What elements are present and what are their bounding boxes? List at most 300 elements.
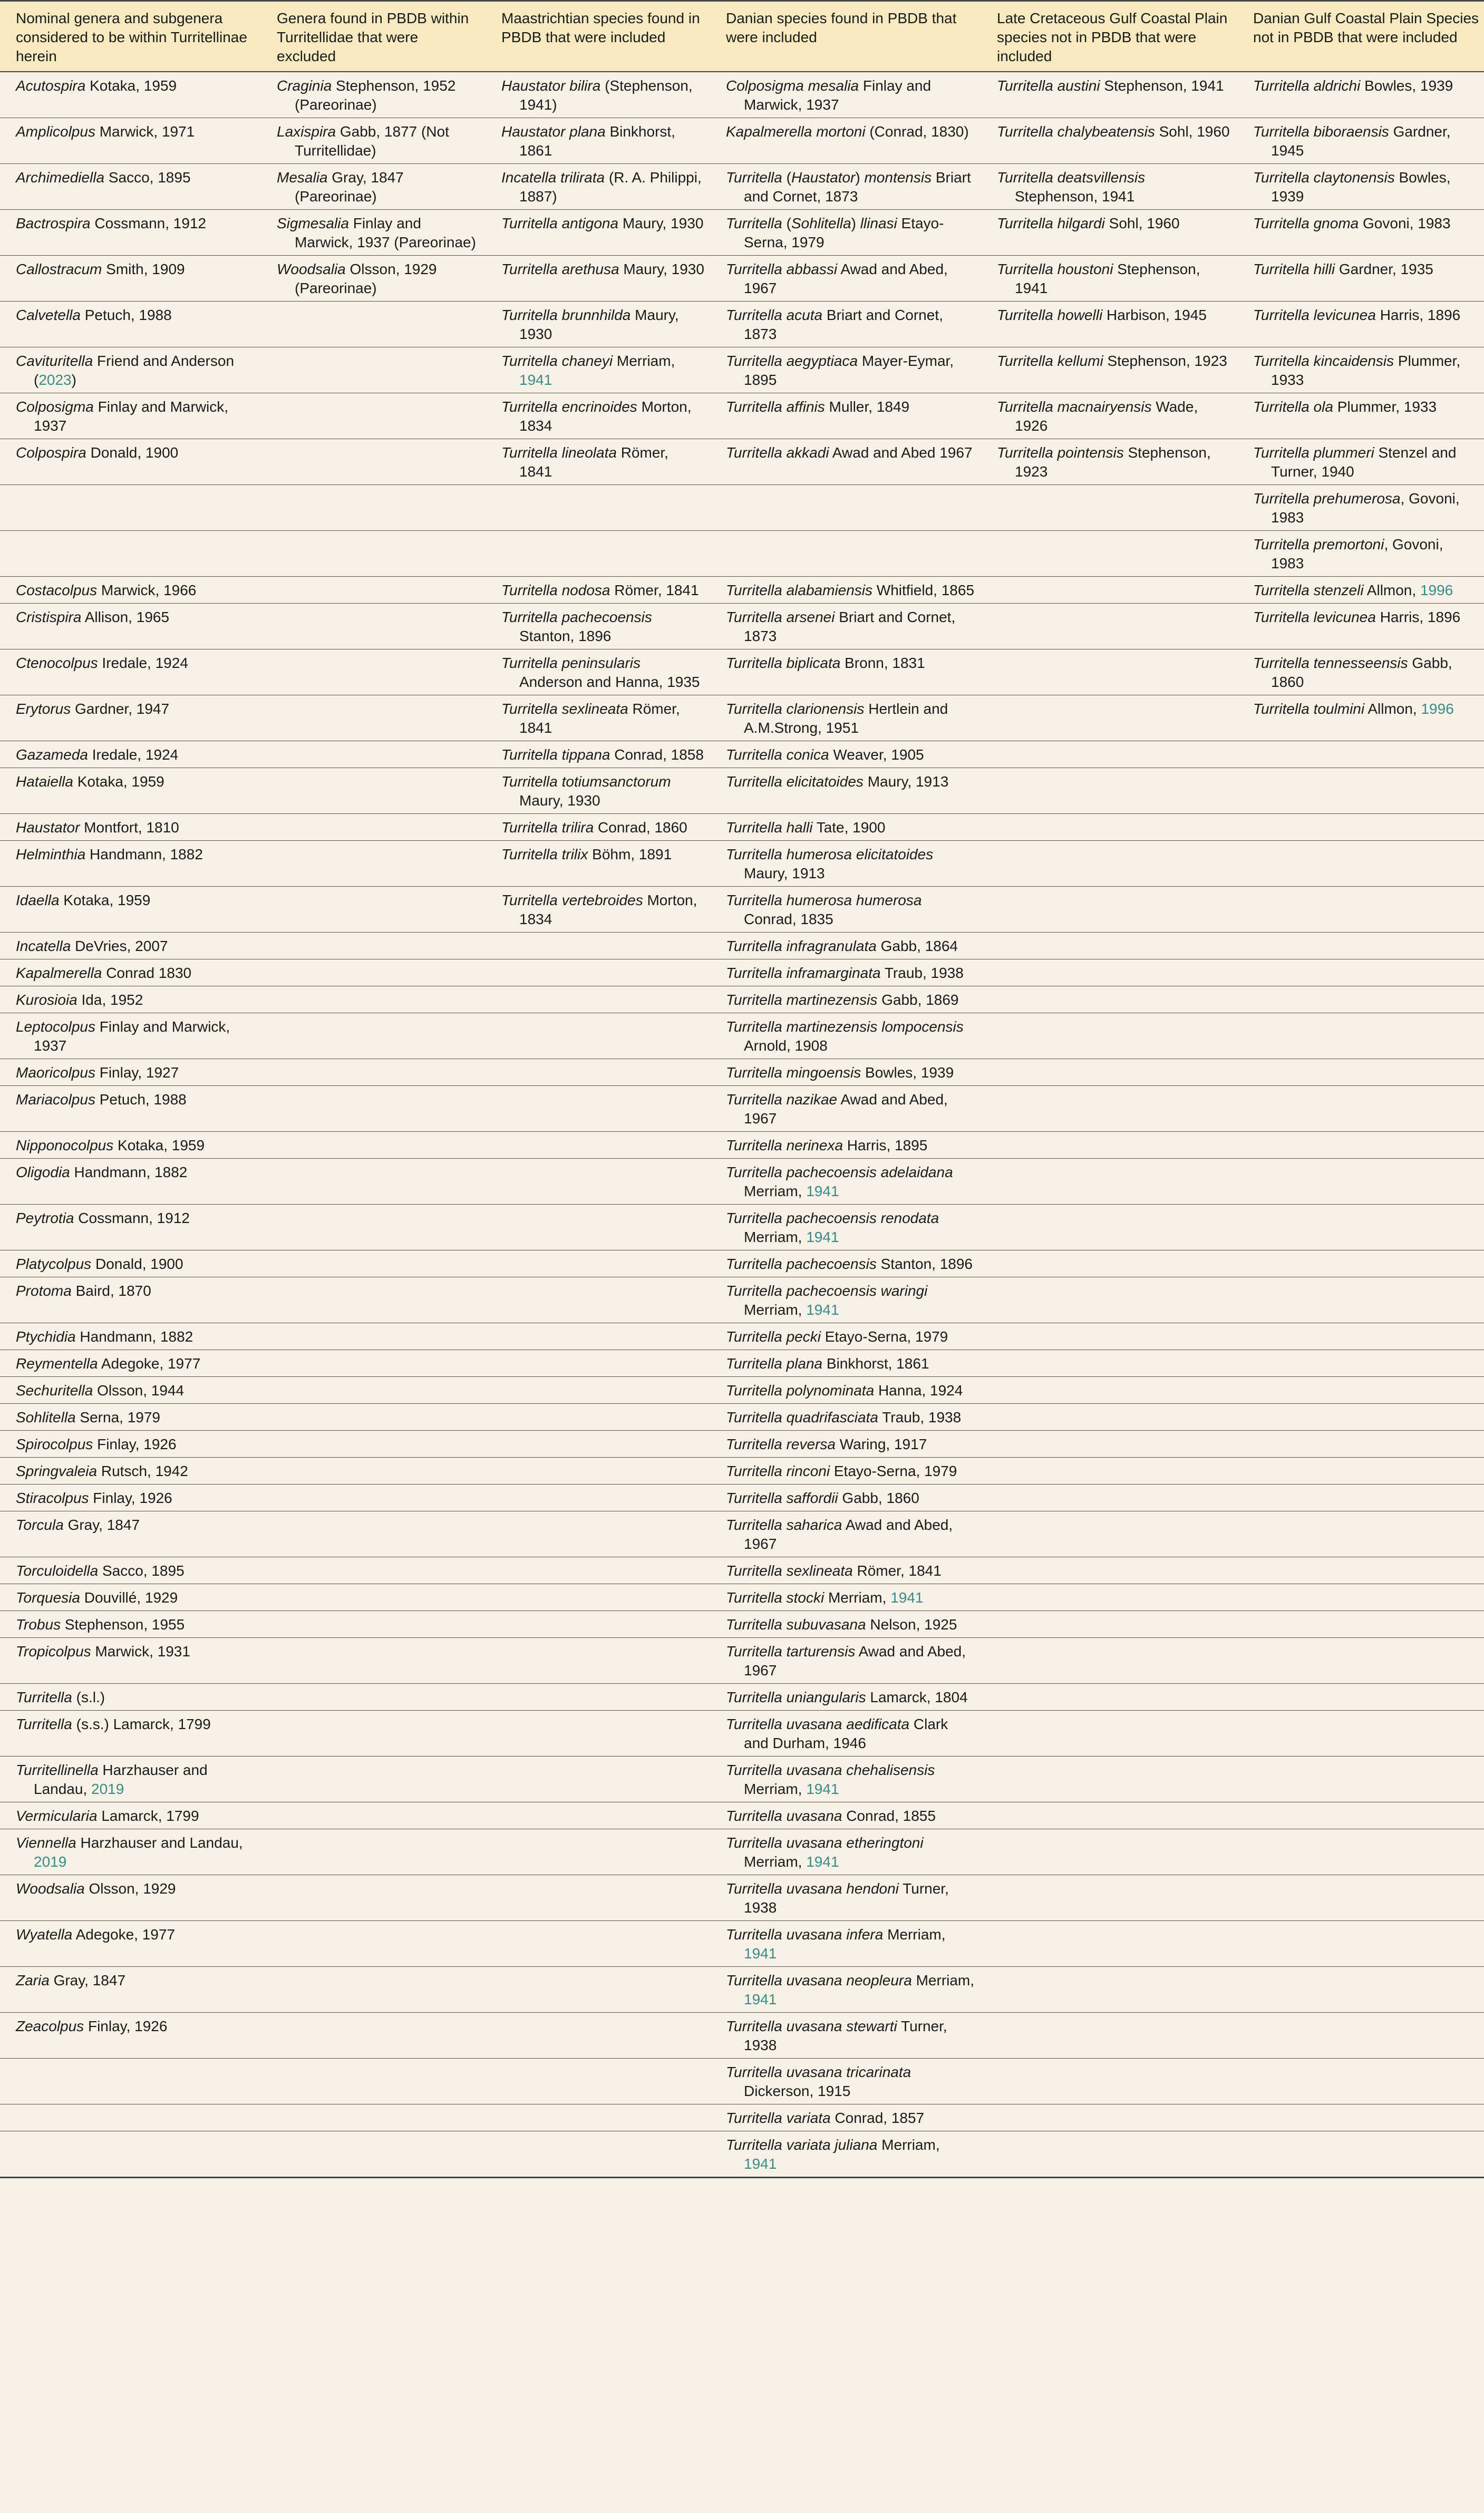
taxon-name: Turritella levicunea (1253, 307, 1376, 323)
taxon-name: Platycolpus (16, 1256, 92, 1272)
late-cretaceous-species-cell (981, 1250, 1237, 1277)
cell-text (277, 168, 480, 206)
danian-gulf-species-cell (1237, 887, 1484, 933)
cell-text (501, 581, 705, 600)
late-cretaceous-species-cell (981, 1484, 1237, 1511)
cell-text (16, 608, 256, 627)
citation-year-link[interactable]: 1941 (806, 1229, 839, 1245)
danian-species-cell (710, 1059, 981, 1086)
authority-text: Stephenson, 1955 (61, 1616, 185, 1633)
danian-species-cell (710, 1458, 981, 1484)
taxon-name: Turritella toulmini (1253, 701, 1365, 717)
cell-text (726, 352, 976, 390)
danian-gulf-species-cell (1237, 393, 1484, 439)
genus-cell (0, 439, 261, 485)
late-cretaceous-species-cell (981, 1684, 1237, 1711)
citation-year-link[interactable]: 1941 (806, 1854, 839, 1870)
genus-cell (0, 604, 261, 649)
cell-text (277, 260, 480, 298)
authority-text: Binkhorst, 1861 (822, 1355, 929, 1372)
citation-year-link[interactable]: 1996 (1421, 701, 1454, 717)
danian-gulf-species-cell (1237, 1921, 1484, 1967)
danian-gulf-species-cell (1237, 72, 1484, 118)
cell-text (1253, 535, 1479, 573)
cell-text (16, 1761, 256, 1799)
authority-text: Waring, 1917 (835, 1436, 927, 1452)
late-cretaceous-species-cell (981, 1132, 1237, 1159)
authority-text: Serna, 1979 (75, 1409, 160, 1425)
table-row (0, 1323, 1484, 1350)
cell-text (726, 2136, 976, 2174)
late-cretaceous-species-cell (981, 1377, 1237, 1404)
late-cretaceous-species-cell (981, 1431, 1237, 1458)
excluded-genus-cell (261, 1484, 486, 1511)
authority-text: Maury, 1913 (863, 773, 949, 790)
genus-cell (0, 959, 261, 986)
cell-text (726, 964, 976, 983)
maastrichtian-species-cell (486, 2013, 710, 2059)
maastrichtian-species-cell (486, 531, 710, 577)
excluded-genus-cell (261, 1277, 486, 1323)
cell-text (16, 214, 256, 233)
maastrichtian-species-cell (486, 887, 710, 933)
taxon-name: Turritella uvasana etheringtoni (726, 1835, 924, 1851)
late-cretaceous-species-cell (981, 1757, 1237, 1802)
cell-text (726, 1615, 976, 1634)
cell-text (16, 397, 256, 435)
table-row (0, 1611, 1484, 1638)
authority-text: Stenzel and Turner, 1940 (1271, 444, 1457, 480)
taxon-name: Cristispira (16, 609, 82, 625)
cell-text (726, 818, 976, 837)
cell-text (16, 1209, 256, 1228)
cell-text (16, 1516, 256, 1535)
danian-gulf-species-cell (1237, 1511, 1484, 1557)
authority-text: Conrad, 1855 (842, 1808, 936, 1824)
danian-species-cell (710, 1921, 981, 1967)
taxon-name: Turritella humerosa humerosa (726, 892, 922, 908)
taxon-name: Turritella mingoensis (726, 1064, 861, 1081)
danian-gulf-species-cell (1237, 210, 1484, 256)
cell-text (726, 1925, 976, 1963)
cell-text (726, 1381, 976, 1400)
cell-text (16, 1561, 256, 1580)
taxon-name: Turritella tippana (501, 746, 610, 763)
taxon-name: Turritella (16, 1689, 72, 1705)
authority-text: Bowles, 1939 (861, 1064, 954, 1081)
cell-text (501, 260, 705, 279)
cell-text (726, 1063, 976, 1082)
excluded-genus-cell (261, 2104, 486, 2131)
taxon-name: Turritella pachecoensis waringi (726, 1283, 928, 1299)
taxon-name: Turritella kellumi (997, 353, 1103, 369)
danian-species-cell (710, 2013, 981, 2059)
cell-text (277, 76, 480, 114)
danian-species-cell (710, 347, 981, 393)
table-row (0, 72, 1484, 118)
taxon-name: Turritella deatsvillensis (997, 169, 1146, 186)
table-row (0, 2013, 1484, 2059)
cell-text (16, 1435, 256, 1454)
late-cretaceous-species-cell (981, 118, 1237, 164)
cell-text (726, 76, 976, 114)
taxon-name: Sechuritella (16, 1382, 93, 1399)
excluded-genus-cell (261, 1875, 486, 1921)
citation-year-link[interactable]: 1941 (744, 2156, 777, 2172)
maastrichtian-species-cell (486, 1458, 710, 1484)
taxon-name: Turritella hilli (1253, 261, 1335, 277)
cell-text (1253, 581, 1479, 600)
maastrichtian-species-cell (486, 1711, 710, 1757)
authority-text: Briart and Cornet, 1873 (744, 609, 956, 644)
taxon-name: Acutospira (16, 77, 86, 94)
excluded-genus-cell (261, 1159, 486, 1205)
authority-text: Adegoke, 1977 (72, 1926, 175, 1943)
taxon-name: Erytorus (16, 701, 71, 717)
excluded-genus-cell (261, 604, 486, 649)
taxon-name: Turritella martinezensis (726, 992, 878, 1008)
danian-species-cell (710, 1205, 981, 1250)
danian-gulf-species-cell (1237, 1711, 1484, 1757)
danian-species-cell (710, 164, 981, 210)
cell-text (16, 1462, 256, 1481)
authority-text: Wade, 1926 (1015, 399, 1198, 434)
danian-species-cell (710, 2104, 981, 2131)
authority-text: (s.s.) Lamarck, 1799 (72, 1716, 211, 1732)
danian-species-cell (710, 1323, 981, 1350)
late-cretaceous-species-cell (981, 1323, 1237, 1350)
cell-text (16, 700, 256, 719)
genus-cell (0, 814, 261, 841)
table-row (0, 695, 1484, 741)
authority-text: Cossmann, 1912 (90, 215, 207, 231)
excluded-genus-cell (261, 1757, 486, 1802)
danian-species-cell (710, 485, 981, 531)
excluded-genus-cell (261, 933, 486, 959)
danian-gulf-species-cell (1237, 1875, 1484, 1921)
danian-species-cell (710, 1511, 981, 1557)
cell-text (1253, 168, 1479, 206)
table-row (0, 1921, 1484, 1967)
maastrichtian-species-cell (486, 393, 710, 439)
maastrichtian-species-cell (486, 1557, 710, 1584)
maastrichtian-species-cell (486, 1638, 710, 1684)
authority-text: Bronn, 1831 (840, 655, 925, 671)
authority-text: Binkhorst, 1861 (519, 123, 675, 159)
late-cretaceous-species-cell (981, 72, 1237, 118)
citation-year-link[interactable]: 1996 (1420, 582, 1453, 598)
cell-text (997, 260, 1232, 298)
authority-text: Sohl, 1960 (1155, 123, 1230, 140)
late-cretaceous-species-cell (981, 933, 1237, 959)
taxon-name: Turritella uvasana aedificata (726, 1716, 910, 1732)
danian-species-cell (710, 604, 981, 649)
taxon-name: Turritella encrinoides (501, 399, 637, 415)
authority-text: Briart and Cornet, 1873 (744, 169, 971, 205)
danian-gulf-species-cell (1237, 1584, 1484, 1611)
table-row (0, 814, 1484, 841)
excluded-genus-cell (261, 695, 486, 741)
taxon-name: Turritella pachecoensis (726, 1256, 877, 1272)
cell-text (726, 1462, 976, 1481)
authority-text: , Govoni, 1983 (1271, 490, 1460, 526)
citation-year-link[interactable]: 2019 (91, 1781, 124, 1797)
authority-text: Traub, 1938 (880, 965, 964, 981)
authority-text: Stephenson, 1941 (1100, 77, 1224, 94)
danian-species-cell (710, 439, 981, 485)
cell-text (16, 1688, 256, 1707)
danian-gulf-species-cell (1237, 347, 1484, 393)
table-row (0, 1511, 1484, 1557)
taxon-name: Tropicolpus (16, 1643, 91, 1660)
taxon-name: Ptychidia (16, 1328, 76, 1345)
maastrichtian-species-cell (486, 1967, 710, 2013)
authority-text: ( (782, 215, 791, 231)
excluded-genus-cell (261, 2131, 486, 2178)
genus-cell (0, 933, 261, 959)
late-cretaceous-species-cell (981, 1875, 1237, 1921)
cell-text (501, 608, 705, 646)
authority-text: Plummer, 1933 (1333, 399, 1437, 415)
authority-text: Maury, 1930 (519, 792, 600, 809)
taxon-name: Protoma (16, 1283, 72, 1299)
danian-species-cell (710, 1404, 981, 1431)
citation-year-link[interactable]: 1941 (806, 1302, 839, 1318)
genus-cell (0, 1059, 261, 1086)
taxon-name: Turritella nodosa (501, 582, 610, 598)
taxon-name: Haustator plana (501, 123, 606, 140)
cell-text (726, 397, 976, 416)
authority-text: Stephenson, 1923 (1103, 353, 1227, 369)
citation-year-link[interactable]: 1941 (890, 1589, 924, 1606)
late-cretaceous-species-cell (981, 577, 1237, 604)
danian-gulf-species-cell (1237, 933, 1484, 959)
maastrichtian-species-cell (486, 933, 710, 959)
maastrichtian-species-cell (486, 814, 710, 841)
taxon-name: Turritella conica (726, 746, 829, 763)
authority-text: Traub, 1938 (878, 1409, 962, 1425)
cell-text (997, 352, 1232, 371)
genus-cell (0, 256, 261, 302)
late-cretaceous-species-cell (981, 439, 1237, 485)
genus-cell (0, 1967, 261, 2013)
citation-year-link[interactable]: 1941 (519, 372, 552, 388)
cell-text (726, 772, 976, 791)
taxon-name: Turritella (16, 1716, 72, 1732)
cell-text (997, 397, 1232, 435)
danian-gulf-species-cell (1237, 1638, 1484, 1684)
late-cretaceous-species-cell (981, 2131, 1237, 2178)
taxon-name: Peytrotia (16, 1210, 74, 1226)
taxon-name: Turritella pecki (726, 1328, 821, 1345)
cell-text (1253, 700, 1479, 719)
danian-gulf-species-cell (1237, 1013, 1484, 1059)
cell-text (16, 991, 256, 1010)
taxon-name: Calvetella (16, 307, 81, 323)
danian-species-cell (710, 256, 981, 302)
danian-gulf-species-cell (1237, 649, 1484, 695)
danian-species-cell (710, 2131, 981, 2178)
cell-text (16, 1282, 256, 1301)
cell-text (1253, 122, 1479, 160)
maastrichtian-species-cell (486, 1323, 710, 1350)
excluded-genus-cell (261, 1611, 486, 1638)
cell-text (501, 845, 705, 864)
late-cretaceous-species-cell (981, 1458, 1237, 1484)
genus-cell (0, 1013, 261, 1059)
authority-text: Handmann, 1882 (85, 846, 203, 862)
authority-text: Harbison, 1945 (1102, 307, 1207, 323)
cell-text (726, 1354, 976, 1373)
authority-text: Kotaka, 1959 (59, 892, 151, 908)
citation-year-link[interactable]: 2023 (38, 372, 72, 388)
genus-cell (0, 393, 261, 439)
taxon-name: Kapalmerella (16, 965, 102, 981)
authority-text: Olsson, 1929 (Pareorinae) (295, 261, 437, 296)
authority-text: Finlay, 1926 (89, 1490, 172, 1506)
excluded-genus-cell (261, 302, 486, 347)
authority-text: Nelson, 1925 (866, 1616, 957, 1633)
cell-text (726, 1255, 976, 1274)
citation-year-link[interactable]: 1941 (806, 1781, 839, 1797)
genus-cell (0, 1484, 261, 1511)
table-row (0, 577, 1484, 604)
excluded-genus-cell (261, 1802, 486, 1829)
cell-text (726, 1715, 976, 1753)
table-row (0, 2131, 1484, 2178)
taxon-name: Gazameda (16, 746, 88, 763)
excluded-genus-cell (261, 1013, 486, 1059)
taxon-name: Turritella halli (726, 819, 813, 836)
danian-species-cell (710, 2059, 981, 2104)
taxon-name: Turritella macnairyensis (997, 399, 1152, 415)
table-row (0, 347, 1484, 393)
late-cretaceous-species-cell (981, 695, 1237, 741)
cell-text (16, 1255, 256, 1274)
taxon-name: Incatella (16, 938, 71, 954)
cell-text (16, 1090, 256, 1109)
authority-text: Rutsch, 1942 (97, 1463, 188, 1479)
excluded-genus-cell (261, 118, 486, 164)
danian-species-cell (710, 1802, 981, 1829)
maastrichtian-species-cell (486, 1484, 710, 1511)
cell-text (1253, 443, 1479, 481)
authority-text: Bowles, 1939 (1271, 169, 1451, 205)
authority-text: Merriam, (744, 1183, 807, 1199)
authority-text: Awad and Abed, 1967 (744, 1643, 966, 1678)
taxon-name: Woodsalia (16, 1880, 85, 1897)
excluded-genus-cell (261, 2059, 486, 2104)
taxon-name: Turritella variata juliana (726, 2137, 878, 2153)
danian-gulf-species-cell (1237, 2104, 1484, 2131)
taxon-name: Turritella inframarginata (726, 965, 881, 981)
citation-year-link[interactable]: 2019 (34, 1854, 67, 1870)
authority-text: Ida, 1952 (77, 992, 143, 1008)
cell-text (726, 1017, 976, 1055)
genus-cell (0, 1829, 261, 1875)
genus-cell (0, 1611, 261, 1638)
authority-text: Olsson, 1929 (84, 1880, 176, 1897)
authority-text: Merriam, (744, 1302, 807, 1318)
late-cretaceous-species-cell (981, 210, 1237, 256)
maastrichtian-species-cell (486, 649, 710, 695)
citation-year-link[interactable]: 1941 (806, 1183, 839, 1199)
excluded-genus-cell (261, 1431, 486, 1458)
authority-text: Gabb, 1864 (876, 938, 958, 954)
table-header (0, 1, 1484, 72)
late-cretaceous-species-cell (981, 986, 1237, 1013)
maastrichtian-species-cell (486, 841, 710, 887)
table-row (0, 1013, 1484, 1059)
authority-text: Maury, 1930 (619, 261, 704, 277)
authority-text: Friend and Anderson ( (34, 353, 235, 388)
authority-text: Baird, 1870 (71, 1283, 151, 1299)
cell-text (726, 1163, 976, 1201)
taxon-name: Turritella abbassi (726, 261, 838, 277)
taxon-name: Turritella kincaidensis (1253, 353, 1394, 369)
late-cretaceous-species-cell (981, 959, 1237, 986)
maastrichtian-species-cell (486, 164, 710, 210)
authority-text: Finlay and Marwick, 1937 (Pareorinae) (295, 215, 476, 250)
cell-text (501, 352, 705, 390)
cell-text (16, 260, 256, 279)
authority-text: Kotaka, 1959 (85, 77, 177, 94)
cell-text (726, 1435, 976, 1454)
maastrichtian-species-cell (486, 577, 710, 604)
taxon-name: Vermicularia (16, 1808, 98, 1824)
authority-text: Marwick, 1966 (97, 582, 197, 598)
cell-text (16, 1833, 256, 1871)
late-cretaceous-species-cell (981, 1557, 1237, 1584)
cell-text (997, 214, 1232, 233)
excluded-genus-cell (261, 2013, 486, 2059)
citation-year-link[interactable]: 1941 (744, 1991, 777, 2007)
late-cretaceous-species-cell (981, 1584, 1237, 1611)
header-maastrichtian-species: Maastrichtian species found in PBDB that were included (486, 1, 710, 72)
taxon-name: Turritella (726, 169, 782, 186)
maastrichtian-species-cell (486, 1013, 710, 1059)
authority-text: Muller, 1849 (825, 399, 910, 415)
authority-text: ) (855, 169, 865, 186)
taxon-name: Kapalmerella mortoni (726, 123, 866, 140)
late-cretaceous-species-cell (981, 649, 1237, 695)
citation-year-link[interactable]: 1941 (744, 1945, 777, 1962)
late-cretaceous-species-cell (981, 1013, 1237, 1059)
cell-text (726, 1833, 976, 1871)
taxon-name: Leptocolpus (16, 1018, 96, 1035)
genus-cell (0, 1205, 261, 1250)
late-cretaceous-species-cell (981, 1277, 1237, 1323)
cell-text (16, 122, 256, 141)
table-row (0, 1484, 1484, 1511)
table-row (0, 1431, 1484, 1458)
excluded-genus-cell (261, 531, 486, 577)
genus-cell (0, 485, 261, 531)
authority-text: Stephenson, 1941 (1015, 261, 1200, 296)
taxon-name: Sohlitella (16, 1409, 76, 1425)
danian-gulf-species-cell (1237, 1404, 1484, 1431)
taxon-name: Turritella pachecoensis (501, 609, 652, 625)
danian-gulf-species-cell (1237, 768, 1484, 814)
maastrichtian-species-cell (486, 256, 710, 302)
cell-text (16, 1715, 256, 1734)
cell-text (1253, 608, 1479, 627)
authority-text: Stephenson, 1952 (Pareorinae) (295, 77, 456, 113)
danian-species-cell (710, 1350, 981, 1377)
excluded-genus-cell (261, 1711, 486, 1757)
taxon-name: Woodsalia (277, 261, 346, 277)
authority-text: Petuch, 1988 (80, 307, 172, 323)
